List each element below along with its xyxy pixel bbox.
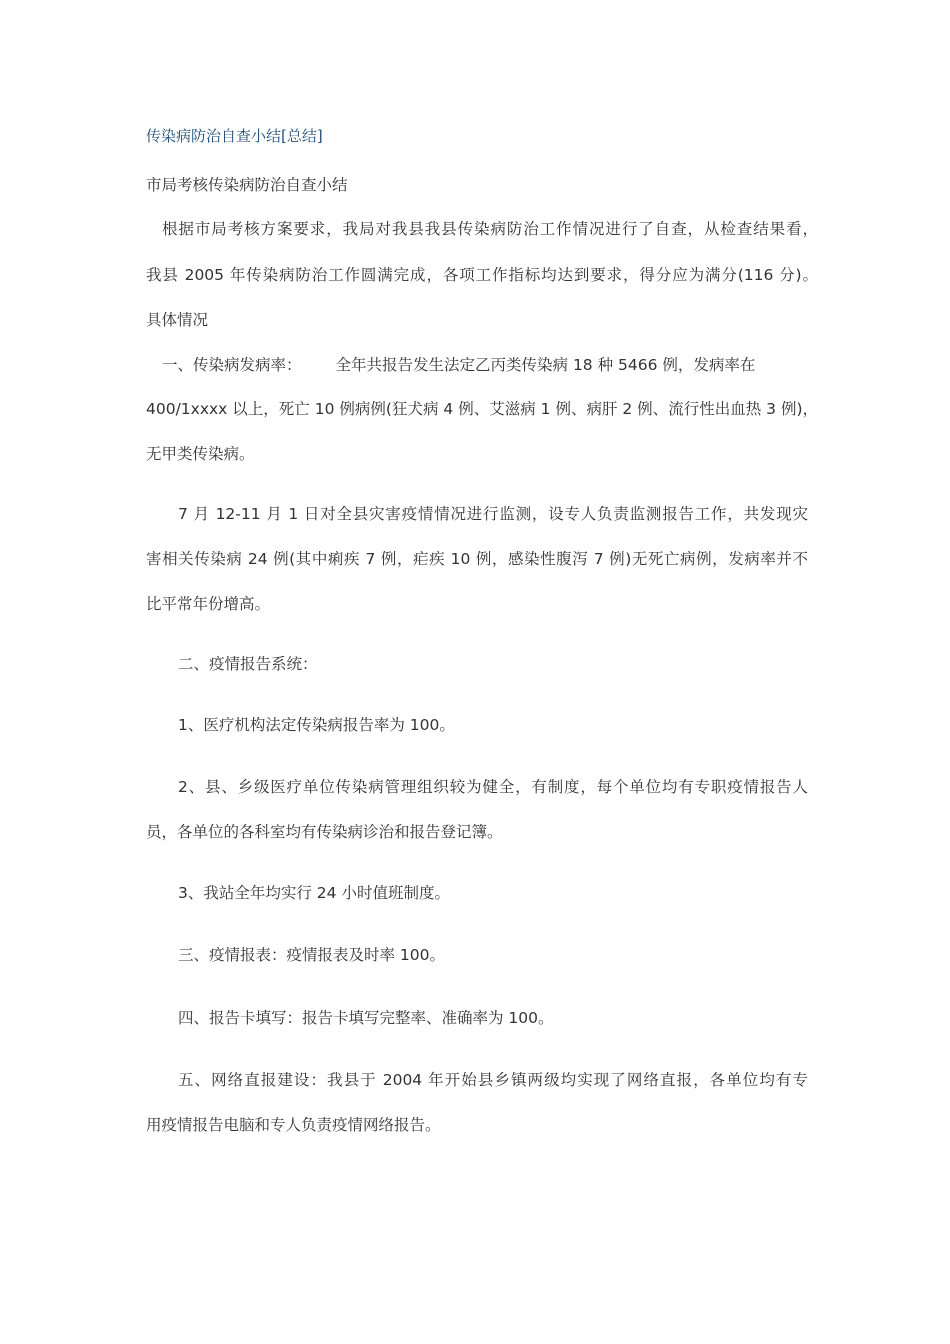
document-title[interactable]: 传染病防治自查小结[总结] [146,127,323,145]
section2-heading: 二、疫情报告系统： [178,655,318,673]
section1-line-1 [162,354,818,376]
intro-line-1: 根据市局考核方案要求，我局对我县我县传染病防治工作情况进行了自查，从检查结果看， [162,220,818,238]
intro-line-2: 我县 2005 年传染病防治工作圆满完成，各项工作指标均达到要求，得分应为满分(116 分)。 [146,266,818,284]
intro-line-3: 具体情况 [146,311,209,329]
section4: 四、报告卡填写：报告卡填写完整率、准确率为 100。 [178,1009,554,1027]
document-subtitle: 市局考核传染病防治自查小结 [146,176,348,194]
section5-line-2: 用疫情报告电脑和专人负责疫情网络报告。 [146,1116,441,1134]
section2-item-1: 1、医疗机构法定传染病报告率为 100。 [178,716,455,734]
section1-heading: 一、传染病发病率： [162,356,302,374]
section2-item-3: 3、我站全年均实行 24 小时值班制度。 [178,884,450,902]
section1-line-3: 无甲类传染病。 [146,445,255,463]
disaster-line-1: 7 月 12-11 月 1 日对全县灾害疫情情况进行监测，设专人负责监测报告工作，共发现灾 [178,505,808,523]
disaster-line-3: 比平常年份增高。 [146,595,271,613]
section1-line-2: 400/1xxxx 以上，死亡 10 例病例(狂犬病 4 例、艾滋病 1 例、病肝 2 例、流行性出血热 3 例)， [146,400,818,418]
section5-line-1: 五、网络直报建设：我县于 2004 年开始县乡镇两级均实现了网络直报，各单位均有专 [178,1071,808,1089]
disaster-line-2: 害相关传染病 24 例(其中痢疾 7 例，疟疾 10 例，感染性腹泻 7 例)无死亡病例，发病率并不 [146,550,808,568]
section3: 三、疫情报表：疫情报表及时率 100。 [178,946,446,964]
section2-item-2-line-2: 员，各单位的各科室均有传染病诊治和报告登记簿。 [146,823,503,841]
section2-item-2-line-1: 2、县、乡级医疗单位传染病管理组织较为健全，有制度，每个单位均有专职疫情报告人 [178,778,808,796]
section1-line-1-rest: 全年共报告发生法定乙丙类传染病 18 种 5466 例，发病率在 [335,356,756,374]
